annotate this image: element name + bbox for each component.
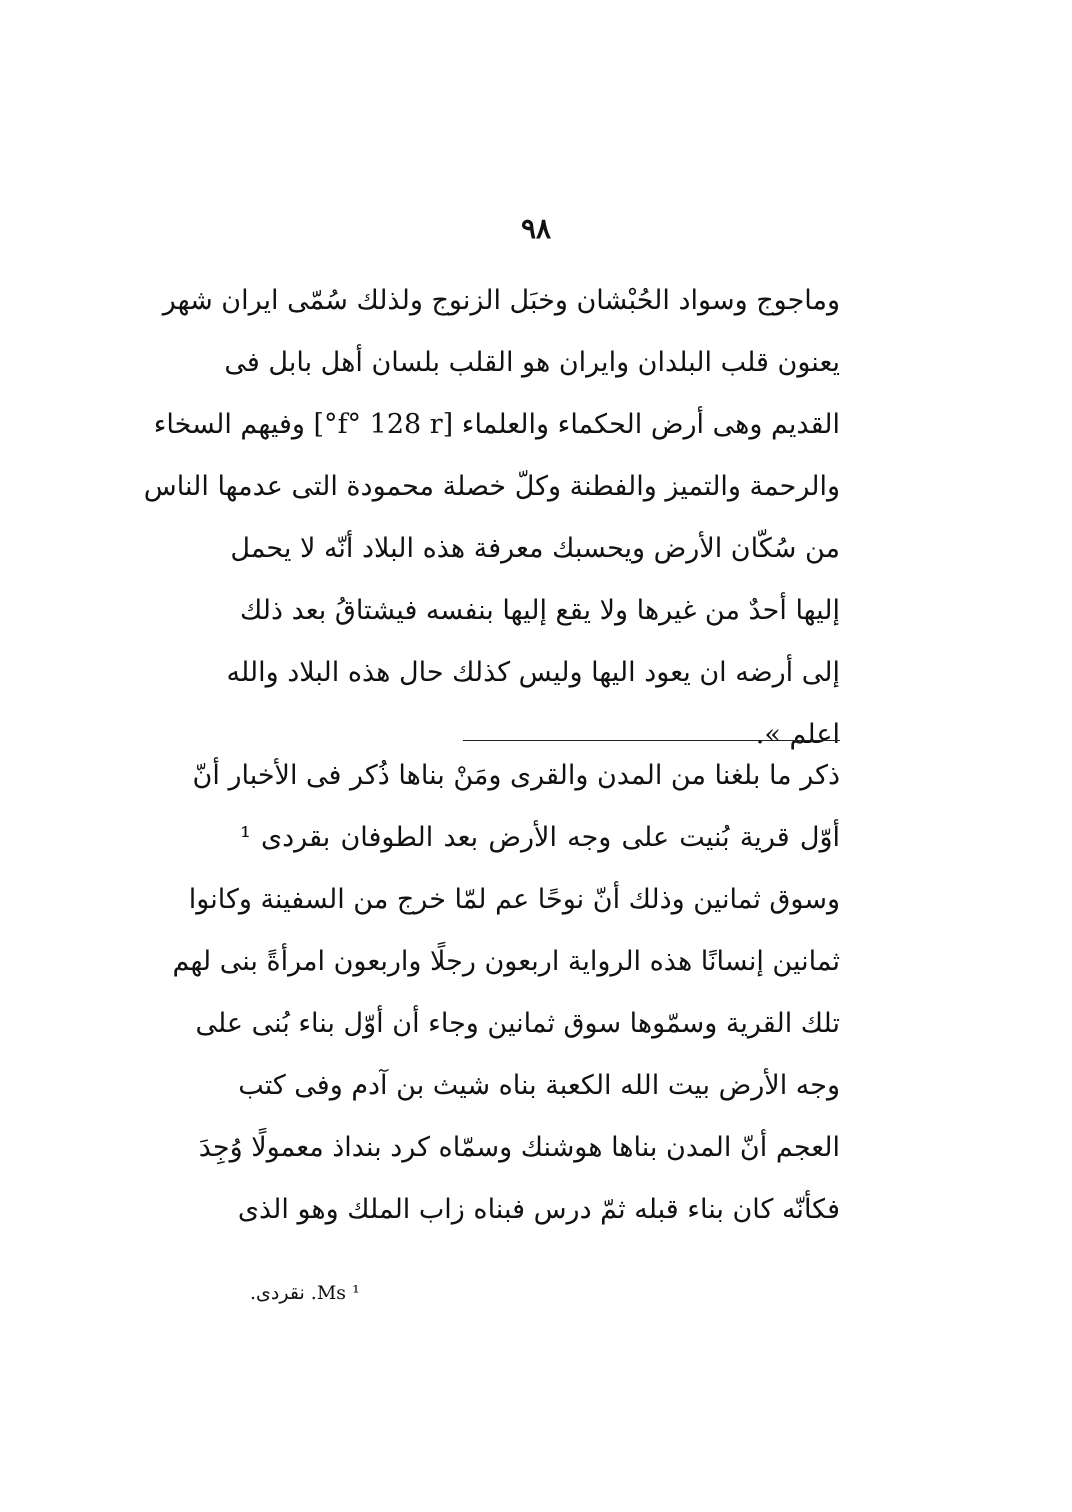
paragraph-top xyxy=(143,270,840,766)
text-line: إليها أحدٌ من غيرها ولا يقع إليها بنفسه فيشتاقُ بعد ذلك xyxy=(240,595,840,626)
text-line: وجه الأرض بيت الله الكعبة بناه شيث بن آدم وفى كتب xyxy=(238,1070,840,1101)
text-line: ذكر ما بلغنا من المدن والقرى ومَنْ بناها ذُكر فى الأخبار أنّ xyxy=(192,760,840,791)
text-line: فكأنّه كان بناء قبله ثمّ درس فبناه زاب الملك وهو الذى xyxy=(237,1194,840,1225)
text-line: وسوق ثمانين وذلك أنّ نوحًا عم لمّا خرج من السفينة وكانوا xyxy=(188,884,840,915)
text-line: القديم وهى أرض الحكماء والعلماء [f° 128 r°] وفيهم السخاء xyxy=(153,409,840,440)
text-line: والرحمة والتميز والفطنة وكلّ خصلة محمودة التى عدمها الناس xyxy=(143,471,840,502)
page-number: ٩٨ xyxy=(520,212,552,245)
section-separator xyxy=(463,740,840,741)
text-line: من سُكّان الأرض ويحسبك معرفة هذه البلاد أنّه لا يحمل xyxy=(230,533,840,564)
footnote: ¹ Ms. نقردى. xyxy=(250,1282,360,1304)
text-line: ثمانين إنسانًا هذه الرواية اربعون رجلًا واربعون امرأةً بنى لهم xyxy=(172,946,840,977)
text-line: يعنون قلب البلدان وايران هو القلب بلسان أهل بابل فى xyxy=(224,347,840,378)
text-line: اعلم ». xyxy=(755,719,840,750)
text-line: وماجوج وسواد الحُبْشان وخبَل الزنوج ولذلك سُمّى ايران شهر xyxy=(162,285,840,316)
text-line: أوّل قرية بُنيت على وجه الأرض بعد الطوفان بقردى ¹ xyxy=(240,822,840,853)
text-line: إلى أرضه ان يعود اليها وليس كذلك حال هذه البلاد والله xyxy=(226,657,840,688)
text-line: العجم أنّ المدن بناها هوشنك وسمّاه كرد بنداذ معمولًا وُجِدَ xyxy=(198,1132,840,1163)
text-line: تلك القرية وسمّوها سوق ثمانين وجاء أن أوّل بناء بُنى على xyxy=(195,1008,840,1039)
paragraph-bottom xyxy=(172,745,840,1241)
